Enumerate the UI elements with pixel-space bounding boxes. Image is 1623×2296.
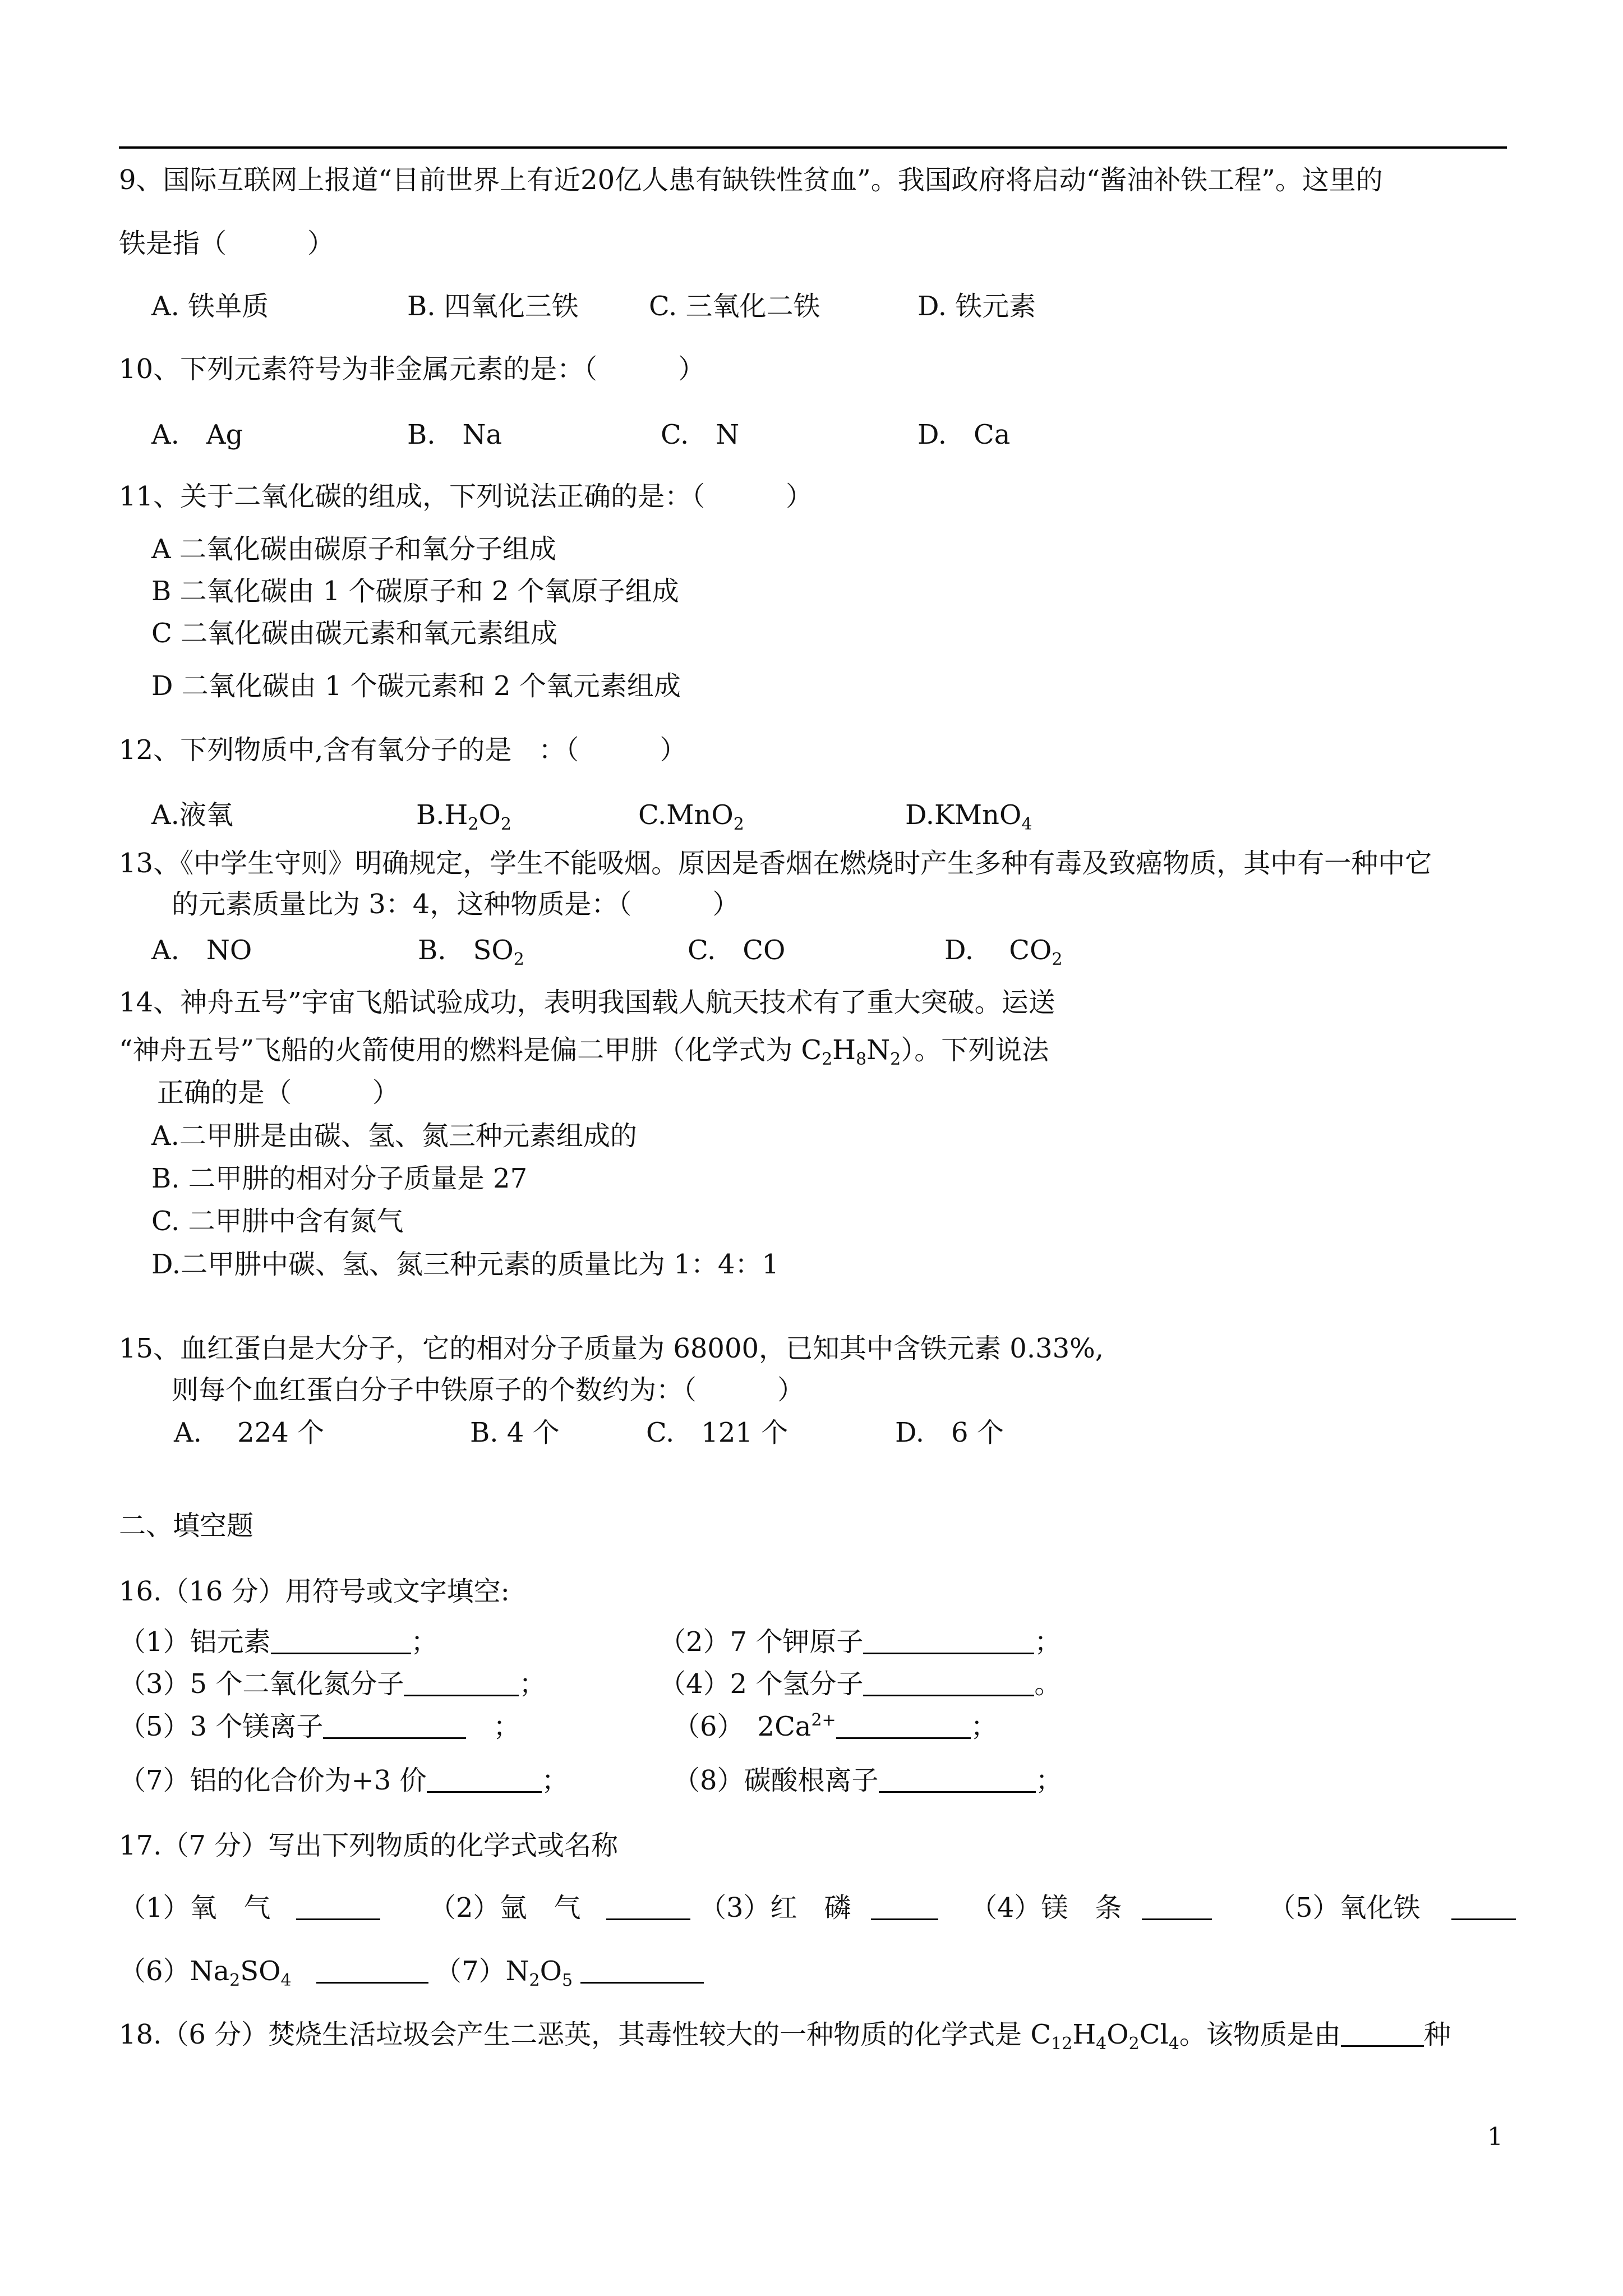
answer-blank[interactable] xyxy=(271,1628,411,1654)
q17-item-1: （1）氧 气 xyxy=(119,1890,380,1926)
q9-stem-line1: 9、国际互联网上报道“目前世界上有近20亿人患有缺铁性贫血”。我国政府将启动“酱油补铁工程”。这里的 xyxy=(119,164,1383,196)
q12-stem: 12、下列物质中,含有氧分子的是 ：（ ） xyxy=(119,734,687,766)
q12-option-a: A.液氧 xyxy=(151,799,233,831)
q10-option-d: D. Ca xyxy=(917,419,1011,450)
answer-blank[interactable] xyxy=(606,1894,690,1920)
q14-stem-line3: 正确的是（ ） xyxy=(157,1077,400,1108)
q17-item-6: $(6)Na_2SO_4$ xyxy=(119,1953,428,1989)
answer-blank[interactable] xyxy=(1341,2021,1424,2047)
q10-option-c: C. N xyxy=(661,419,740,450)
answer-blank[interactable] xyxy=(879,1766,1036,1793)
q11-stem: 11、关于二氧化碳的组成，下列说法正确的是：（ ） xyxy=(119,481,813,512)
q17-item-5: （5）氧化铁 xyxy=(1269,1890,1516,1926)
q16-item-6: （6） $2Ca^{2+}$ ； xyxy=(673,1710,998,1742)
answer-blank[interactable] xyxy=(871,1894,938,1920)
q9-option-b: B. 四氧化三铁 xyxy=(407,291,579,322)
q14-option-a: A.二甲肼是由碳、氢、氮三种元素组成的 xyxy=(151,1120,637,1152)
answer-blank[interactable] xyxy=(296,1894,380,1920)
q9-option-a: A. 铁单质 xyxy=(151,291,269,322)
q13-stem-line2: 的元素质量比为 3：4，这种物质是：（ ） xyxy=(172,889,740,920)
q15-option-b: B. 4 个 xyxy=(470,1417,560,1448)
q15-stem-line1: 15、血红蛋白是大分子，它的相对分子质量为 68000，已知其中含铁元素 0.33%, xyxy=(119,1333,1104,1364)
q10-option-b: B. Na xyxy=(407,419,502,450)
q18-stem: 18.（6 分）焚烧生活垃圾会产生二恶英，其毒性较大的一种物质的化学式是 $C_{12}H_4O_2Cl_4$。该物质是由 种 xyxy=(119,2019,1451,2054)
answer-blank[interactable] xyxy=(427,1766,542,1793)
q13-option-a: A. NO xyxy=(151,935,252,966)
q14-option-b: B. 二甲肼的相对分子质量是 27 xyxy=(151,1163,528,1194)
q15-option-c: C. 121 个 xyxy=(646,1417,789,1448)
q10-option-a: A. Ag xyxy=(151,419,243,450)
answer-blank[interactable] xyxy=(1451,1894,1516,1920)
answer-blank[interactable] xyxy=(1142,1894,1212,1920)
answer-blank[interactable] xyxy=(863,1628,1034,1654)
q17-item-3: （3）红 磷 xyxy=(699,1890,938,1926)
q13-option-d: D. $CO_2$ xyxy=(944,935,1063,969)
q11-option-b: B 二氧化碳由 1 个碳原子和 2 个氧原子组成 xyxy=(151,576,679,607)
q15-option-a: A. 224 个 xyxy=(174,1417,325,1448)
q13-option-c: C. CO xyxy=(688,935,786,966)
q9-option-d: D. 铁元素 xyxy=(917,291,1036,322)
q9-option-c: C. 三氧化二铁 xyxy=(649,291,820,322)
q12-option-d: D.KMnO$_4$ xyxy=(905,799,1032,834)
q16-item-3: （3）5 个二氧化氮分子 ； xyxy=(119,1668,546,1700)
answer-blank[interactable] xyxy=(404,1670,519,1696)
section-heading-fill-in: 二、填空题 xyxy=(119,1510,254,1542)
q14-option-c: C. 二甲肼中含有氮气 xyxy=(151,1205,404,1237)
q16-item-2: （2）7 个钾原子 ； xyxy=(659,1626,1062,1658)
q16-stem: 16.（16 分）用符号或文字填空: xyxy=(119,1576,510,1607)
answer-blank[interactable] xyxy=(836,1713,971,1739)
q16-item-4: （4）2 个氢分子 。 xyxy=(659,1668,1062,1700)
q15-option-d: D. 6 个 xyxy=(895,1417,1004,1448)
answer-blank[interactable] xyxy=(323,1713,466,1739)
q12-option-b: $B.H_2O_2$ xyxy=(416,799,511,834)
q14-option-d: D.二甲肼中碳、氢、氮三种元素的质量比为 1：4：1 xyxy=(151,1249,779,1280)
q16-item-7: （7）铝的化合价为+3 价 ； xyxy=(119,1765,569,1796)
answer-blank[interactable] xyxy=(863,1670,1034,1696)
answer-blank[interactable] xyxy=(580,1957,704,1984)
q9-stem-line2: 铁是指（ ） xyxy=(119,228,335,259)
q16-item-5: （5）3 个镁离子 ； xyxy=(119,1711,520,1742)
q17-item-4: （4）镁 条 xyxy=(970,1890,1212,1926)
q16-item-1: （1）铝元素 ； xyxy=(119,1626,438,1658)
q15-stem-line2: 则每个血红蛋白分子中铁原子的个数约为：（ ） xyxy=(172,1374,805,1406)
q12-option-c: C.MnO$_2$ xyxy=(638,799,744,834)
q13-option-b: B. $SO_2$ xyxy=(418,935,524,969)
q11-option-c: C 二氧化碳由碳元素和氧元素组成 xyxy=(151,618,557,649)
q13-stem-line1: 13、《中学生守则》明确规定，学生不能吸烟。原因是香烟在燃烧时产生多种有毒及致癌物质，其中有一种中它 xyxy=(119,848,1432,879)
q10-stem: 10、下列元素符号为非金属元素的是：（ ） xyxy=(119,353,706,385)
header-rule xyxy=(119,146,1507,149)
q11-option-d: D 二氧化碳由 1 个碳元素和 2 个氧元素组成 xyxy=(151,670,681,702)
q17-stem: 17.（7 分）写出下列物质的化学式或名称 xyxy=(119,1830,619,1861)
q11-option-a: A 二氧化碳由碳原子和氧分子组成 xyxy=(151,533,556,565)
q17-item-2: （2）氩 气 xyxy=(429,1890,690,1926)
q14-stem-line1: 14、神舟五号”宇宙飞船试验成功，表明我国载人航天技术有了重大突破。运送 xyxy=(119,987,1055,1018)
q16-item-8: （8）碳酸根离子 ； xyxy=(673,1765,1063,1796)
answer-blank[interactable] xyxy=(316,1957,428,1984)
q17-item-7: $(7)N_2O_5$ xyxy=(435,1953,704,1989)
page-number: 1 xyxy=(1487,2123,1503,2151)
q14-stem-line2: “神舟五号”飞船的火箭使用的燃料是偏二甲肼（化学式为 $C_2H_8N_2$）。下列说法 xyxy=(119,1034,1049,1069)
